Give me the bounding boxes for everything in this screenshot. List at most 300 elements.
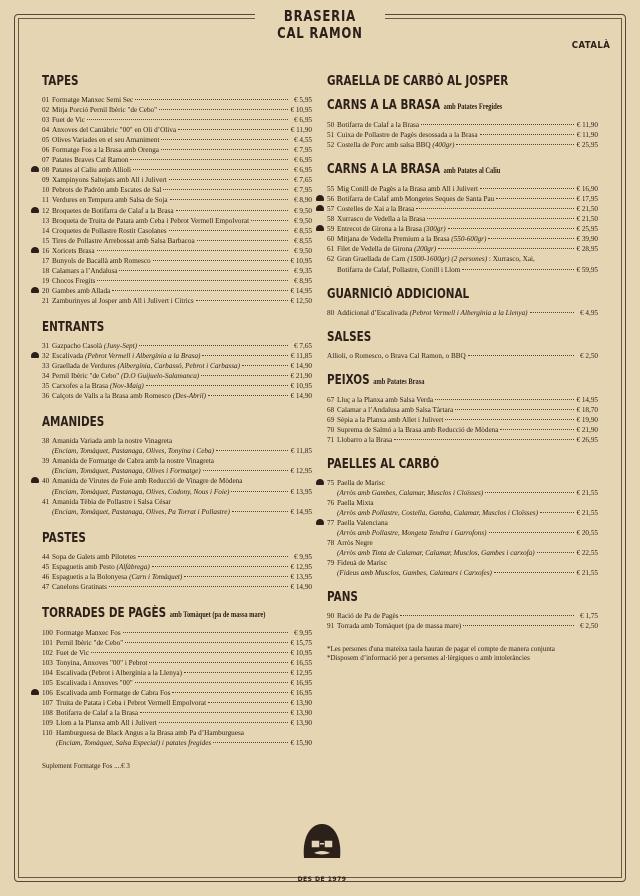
item-number: 16 [42, 246, 50, 255]
item-number: 07 [42, 156, 50, 165]
menu-item-row [42, 668, 312, 678]
menu-item-row [42, 391, 312, 401]
menu-item [327, 425, 598, 435]
menu-item-subrow [327, 265, 598, 275]
menu-item [42, 582, 312, 592]
item-name: Costelles de Xai a la Brasa [337, 205, 415, 214]
item-number: 79 [327, 559, 335, 568]
item-number: 34 [42, 372, 50, 381]
menu-item-row [42, 236, 312, 246]
menu-section [327, 330, 598, 361]
item-number: 38 [42, 437, 50, 446]
item-name: Truita de Patata i Ceba i Pebrot Vermell Empolvorat [56, 699, 207, 708]
menu-item [327, 244, 598, 254]
menu-section [42, 531, 312, 592]
item-name: Paella Mixta [337, 498, 374, 507]
menu-item [42, 638, 312, 648]
item-number: 91 [327, 622, 335, 631]
menu-section [327, 74, 598, 90]
item-name: Formatge Manxec Fos [56, 628, 121, 637]
menu-item-row [42, 286, 312, 296]
menu-item [327, 405, 598, 415]
item-number: 60 [327, 235, 335, 244]
right-column [327, 74, 598, 663]
item-description: (Enciam, Tomàquet, Salsa Especial) i patates fregides [56, 739, 212, 748]
item-price: € 13,90 [290, 709, 312, 718]
menu-item-row [327, 395, 598, 405]
menu-item [327, 435, 598, 445]
menu-item-row [327, 308, 598, 318]
item-number: 58 [327, 215, 335, 224]
menu-item-row [327, 435, 598, 445]
leader-dots [203, 470, 288, 471]
leader-dots [537, 552, 574, 553]
item-price: € 11,90 [576, 131, 598, 140]
item-number: 109 [42, 719, 53, 728]
menu-item-row [42, 206, 312, 216]
leader-dots [435, 399, 574, 400]
item-description: (Enciam, Tomàquet, Pastanaga, Olives, Pa Torrat i Pollastre) [52, 507, 230, 516]
menu-item [327, 214, 598, 224]
menu-item-row [42, 381, 312, 391]
menu-item [42, 266, 312, 276]
item-number: 39 [42, 457, 50, 466]
menu-item-row [327, 478, 598, 488]
item-description: Botifarra de Calaf, Pollastre, Conill i Llom [337, 265, 461, 274]
specialty-icon [31, 352, 39, 358]
item-name: Lluç a la Planxa amb Salsa Verda [337, 395, 434, 404]
menu-item [327, 140, 598, 150]
item-number: 55 [327, 185, 335, 194]
section-title-text: PANS [327, 590, 358, 606]
menu-item [42, 698, 312, 708]
leader-dots [161, 149, 288, 150]
item-name: Botifarra de Calaf a la Brasa [56, 709, 139, 718]
item-number: 59 [327, 225, 335, 234]
menu-item-row [42, 436, 312, 446]
menu-item-row [42, 718, 312, 728]
item-number: 41 [42, 497, 50, 506]
item-price: € 22,55 [576, 549, 598, 558]
leader-dots [427, 218, 574, 219]
item-description: (Arròs amb Tinta de Calamar, Calamar, Musclos, Gambes i carxofa) [337, 549, 535, 558]
item-number: 68 [327, 405, 335, 414]
menu-item [42, 246, 312, 256]
section-title-text: SALSES [327, 329, 372, 345]
item-name: Llom a la Planxa amb All i Julivert [56, 719, 157, 728]
section-subtitle: amb Tomàquet (pa de massa mare) [169, 609, 266, 619]
item-price: € 15,75 [290, 638, 312, 647]
menu-item [42, 195, 312, 205]
leader-dots [494, 572, 574, 573]
item-name: Gazpacho Casolà [52, 341, 103, 350]
menu-item-row [42, 296, 312, 306]
menu-section [327, 98, 598, 150]
menu-item-row [327, 498, 598, 508]
item-name: Croquetes de Pollastre Rostit Casolanes [52, 226, 167, 235]
item-number: 40 [42, 477, 50, 486]
menu-item [42, 497, 312, 517]
menu-item-row [42, 552, 312, 562]
item-price: € 12,95 [290, 562, 312, 571]
menu-item [42, 391, 312, 401]
item-price: € 9,50 [294, 216, 312, 225]
item-name: Filet de Vedella de Girona [337, 245, 413, 254]
item-price: € 9,35 [294, 266, 312, 275]
menu-item-row [42, 371, 312, 381]
item-number: 77 [327, 519, 335, 528]
item-price: € 16,90 [576, 185, 598, 194]
item-name: Amanida de Formatge de Cabra amb la nostre Vinagreta [52, 457, 214, 466]
menu-item-row [42, 678, 312, 688]
item-name: Botifarra de Calaf a la Brasa [337, 121, 420, 129]
item-number: 76 [327, 498, 335, 507]
menu-item [42, 175, 312, 185]
menu-item [327, 415, 598, 425]
menu-item [327, 308, 598, 318]
menu-item-row [42, 185, 312, 195]
item-number: 33 [42, 362, 50, 371]
item-price: € 59,95 [576, 265, 598, 274]
menu-item-row [327, 214, 598, 224]
item-name: Addicional d’Escalivada [337, 308, 408, 317]
item-name: Xoricets Brasa [52, 246, 95, 255]
menu-item [42, 125, 312, 135]
leader-dots [178, 129, 288, 130]
item-name: Carxofes a la Brasa [52, 382, 109, 391]
leader-dots [123, 632, 288, 633]
leader-dots [169, 230, 288, 231]
section-title-text: TAPES [42, 74, 79, 89]
menu-item-row [42, 95, 312, 105]
specialty-icon [31, 689, 39, 695]
item-price: € 39,90 [576, 235, 598, 244]
item-name: Canelons Gratinats [52, 582, 107, 591]
item-number: 52 [327, 141, 335, 150]
item-price: € 4,95 [580, 308, 598, 317]
item-name: Pebrots de Padrón amb Escates de Sal [52, 186, 162, 195]
menu-item-subrow [327, 548, 598, 558]
brand-line-1: BRASERIA [283, 7, 357, 25]
item-name: Calçots de Valls a la Brasa amb Romesco [52, 392, 172, 401]
menu-item-row [327, 120, 598, 130]
leader-dots [146, 385, 288, 386]
item-description: (Enciam, Tomàquet, Pastanaga, Olives, Tonyina i Ceba) [52, 447, 214, 456]
item-number: 08 [42, 166, 50, 175]
menu-item-row [42, 497, 312, 507]
menu-item-row [42, 456, 312, 466]
menu-item-row [42, 698, 312, 708]
section-title-text: PEIXOS [327, 372, 370, 388]
item-name: Mitjana de Vedella Premium a la Brasa [337, 235, 450, 244]
item-price: € 15,90 [290, 739, 312, 748]
section-title-text: CARNS A LA BRASA [327, 98, 440, 113]
item-name: Graellada de Verdures [52, 362, 116, 371]
menu-item-row [327, 558, 598, 568]
item-number: 35 [42, 382, 50, 391]
item-price: € 20,55 [576, 529, 598, 538]
item-price: € 9,50 [294, 206, 312, 215]
menu-item-row [42, 728, 312, 738]
item-number: 105 [42, 679, 53, 688]
menu-item-row [42, 688, 312, 698]
menu-section [327, 162, 598, 274]
item-number: 36 [42, 392, 50, 401]
menu-item [327, 224, 598, 234]
item-name: Olives Variades en el seu Amaniment [52, 136, 160, 145]
menu-item-row [42, 562, 312, 572]
menu-item [42, 351, 312, 361]
menu-section [42, 415, 312, 516]
menu-item-row [327, 621, 598, 631]
menu-item [42, 165, 312, 175]
menu-item-row [327, 224, 598, 234]
leader-dots [445, 419, 574, 420]
item-price: € 14,95 [290, 286, 312, 295]
item-price: € 12,50 [290, 296, 312, 305]
menu-item [327, 184, 598, 194]
leader-dots [125, 642, 288, 643]
item-name: Patates al Caliu amb Allioli [52, 166, 132, 175]
item-name: Formatge Fos a la Brasa amb Orenga [52, 146, 159, 155]
menu-item [42, 286, 312, 296]
item-price: € 19,90 [576, 415, 598, 424]
menu-item-row [327, 538, 598, 548]
item-description: (Arròs amb Gambes, Calamar, Musclos i Cloïsses) [337, 488, 484, 497]
item-price: € 14,90 [290, 582, 312, 591]
section-title [327, 98, 544, 115]
item-name: Tires de Pollastre Arrebossat amb Salsa Barbacoa [52, 236, 195, 245]
menu-item [42, 206, 312, 216]
menu-item-subrow [42, 446, 312, 456]
item-name: Chocos Fregits [52, 276, 96, 285]
leader-dots [216, 450, 288, 451]
item-tail: : Xurrasco, Xai, [488, 255, 535, 264]
section-title-text: TORRADES DE PAGÈS [42, 605, 167, 621]
item-name: Botifarra de Calaf amb Mongetes Seques de Santa Pau [337, 195, 495, 204]
menu-item [327, 254, 598, 274]
menu-item-row [42, 226, 312, 236]
item-price: € 1,75 [580, 612, 598, 621]
menu-item [42, 341, 312, 351]
menu-item [327, 498, 598, 518]
item-number: 50 [327, 121, 335, 129]
leader-dots [163, 189, 288, 190]
footnote: *Disposem d’informació per a persones al·lèrgiques o amb intoleràncies [327, 654, 530, 663]
item-number: 69 [327, 415, 335, 424]
menu-item [42, 688, 312, 698]
item-number: 104 [42, 669, 53, 678]
item-number: 31 [42, 341, 50, 350]
specialty-icon [31, 166, 39, 172]
item-name: Amanida de Virutes de Foie amb Reducció de Vinagre de Mòdena [52, 477, 243, 486]
section-items [327, 184, 598, 274]
item-number: 11 [42, 196, 49, 205]
leader-dots [112, 290, 288, 291]
item-name: Amanida Tèbia de Pollastre i Salsa César [52, 497, 171, 506]
item-price: € 9,95 [294, 552, 312, 561]
item-price: € 21,50 [576, 205, 598, 214]
menu-item [42, 668, 312, 678]
item-number: 03 [42, 116, 50, 125]
section-items [327, 308, 598, 318]
section-items [42, 628, 312, 749]
section-title-text: GRAELLA DE CARBÓ AL JOSPER [327, 74, 509, 89]
leader-dots [496, 198, 574, 199]
item-name: Paella Valenciana [337, 519, 388, 528]
item-note: (200gr) [414, 245, 437, 254]
item-number: 13 [42, 216, 50, 225]
item-note: (Carn i Tomàquet) [129, 572, 183, 581]
menu-item-row [42, 582, 312, 592]
item-number: 01 [42, 96, 50, 104]
specialty-icon [31, 247, 39, 253]
leader-dots [91, 652, 288, 653]
menu-item-row [327, 234, 598, 244]
item-name: Costella de Porc amb salsa BBQ [337, 141, 431, 150]
item-name: Escalivada amb Formatge de Cabra Fos [56, 689, 171, 698]
logo-icon [300, 818, 344, 878]
item-description: (Enciam, Tomàquet, Pastanaga, Olives i Formatge) [52, 467, 201, 476]
menu-item-row [42, 572, 312, 582]
item-name: Paella de Marisc [337, 478, 385, 487]
item-description: (Enciam, Tomàquet, Pastanaga, Olives, Codony, Nous i Foie) [52, 487, 230, 496]
menu-item-row [42, 175, 312, 185]
section-title-text: PASTES [42, 530, 86, 546]
item-name: Torrada amb Tomàquet (pa de massa mare) [337, 622, 462, 631]
leader-dots [463, 625, 574, 626]
item-price: € 13,90 [290, 699, 312, 708]
item-name: Xurrasco de Vedella a la Brasa [337, 215, 426, 224]
brand-since: DES DE 1979 [297, 876, 347, 883]
specialty-icon [316, 205, 324, 211]
item-name: Broqueta de Truita de Patata amb Ceba i Pebrot Vermell Empolvorat [52, 216, 250, 225]
item-name: Ració de Pa de Pagès [337, 612, 399, 621]
item-note: (1500-1600gr) (2 persones) [407, 255, 488, 264]
item-number: 61 [327, 245, 335, 254]
item-price: € 7,65 [294, 341, 312, 350]
supplement-note: Suplement Formatge Fos ....€ 3 [42, 762, 130, 771]
section-title-text: PAELLES AL CARBÓ [327, 456, 440, 472]
item-price: € 8,55 [294, 236, 312, 245]
item-note: (Albergínia, Carbassó, Pebrot i Carbassa) [117, 362, 240, 371]
specialty-icon [316, 195, 324, 201]
item-number: 06 [42, 146, 50, 155]
section-items [327, 611, 598, 631]
item-name: Arròs Negre [337, 539, 373, 548]
language-label: CATALÀ [571, 40, 610, 51]
item-name: Calamars a l’Andalusa [52, 266, 118, 275]
leader-dots [159, 109, 288, 110]
menu-item-row [42, 276, 312, 286]
item-price: € 12,95 [290, 467, 312, 476]
item-price: € 16,95 [290, 689, 312, 698]
item-price: € 2,50 [580, 351, 598, 360]
item-number: 45 [42, 562, 50, 571]
item-price: € 9,95 [294, 628, 312, 637]
item-name: Escalivada (Pebrot i Albergínia a la Llenya) [56, 669, 183, 678]
menu-item [42, 236, 312, 246]
menu-item-row [42, 155, 312, 165]
item-number: 56 [327, 195, 335, 204]
item-price: € 14,95 [576, 395, 598, 404]
item-number: 57 [327, 205, 335, 214]
item-price: € 18,70 [576, 405, 598, 414]
item-price: € 28,95 [576, 245, 598, 254]
item-number: 18 [42, 266, 50, 275]
menu-item-row [327, 254, 598, 264]
specialty-icon [31, 207, 39, 213]
item-number: 44 [42, 552, 50, 561]
menu-item [327, 538, 598, 558]
leader-dots [416, 208, 574, 209]
menu-item-row [42, 708, 312, 718]
item-price: € 16,95 [290, 679, 312, 688]
menu-section [42, 606, 312, 749]
menu-item-row [327, 194, 598, 204]
menu-item [42, 678, 312, 688]
menu-item [42, 185, 312, 195]
item-name: Sèpia a la Planxa amb Allet i Julivert [337, 415, 444, 424]
item-name: Fuet de Vic [56, 648, 89, 657]
leader-dots [176, 210, 288, 211]
item-name: Fideuà de Marisc [337, 559, 387, 568]
leader-dots [140, 712, 288, 713]
item-price: € 10,95 [290, 648, 312, 657]
item-number: 17 [42, 256, 50, 265]
menu-item-row [42, 628, 312, 638]
item-number: 78 [327, 539, 335, 548]
brand-line-2: CAL RAMON [277, 24, 363, 42]
menu-item-subrow [42, 738, 312, 748]
item-note: (Pebrot Vermell i Albergínia a la Brasa) [84, 352, 201, 361]
item-name: Bunyols de Bacallà amb Romesco [52, 256, 151, 265]
item-price: € 11,90 [576, 121, 598, 129]
menu-item [42, 135, 312, 145]
item-price: € 10,95 [290, 382, 312, 391]
item-name: Pernil Ibèric "de Cebo" [52, 372, 120, 381]
menu-item-row [327, 415, 598, 425]
item-price: € 25,95 [576, 141, 598, 150]
leader-dots [480, 134, 574, 135]
menu-item [42, 436, 312, 456]
section-subtitle: amb Patates Fregides [443, 102, 503, 111]
menu-item [42, 728, 312, 748]
item-name: Broquetes de Botifarra de Calaf a la Brasa [52, 206, 174, 215]
item-price: € 7,95 [294, 186, 312, 195]
item-name: Sopa de Galets amb Pilotetes [52, 552, 136, 561]
menu-item [327, 478, 598, 498]
menu-item-row [42, 246, 312, 256]
leader-dots [149, 662, 288, 663]
menu-item-row [42, 216, 312, 226]
item-number: 04 [42, 126, 50, 135]
specialty-icon [31, 287, 39, 293]
menu-item [42, 216, 312, 226]
menu-section [42, 320, 312, 401]
menu-item-row [327, 244, 598, 254]
item-name: Pernil Ibèric "de Cebo" [56, 638, 124, 647]
section-title [327, 287, 544, 303]
leader-dots [394, 439, 574, 440]
item-number: 75 [327, 478, 335, 487]
section-title [42, 320, 258, 336]
item-price: € 11,85 [290, 447, 312, 456]
leader-dots [152, 566, 288, 567]
section-title [42, 415, 258, 431]
item-name: Hamburguesa de Black Angus a la Brasa amb Pa d’Hamburguesa [56, 729, 244, 738]
item-price: € 14,95 [290, 507, 312, 516]
